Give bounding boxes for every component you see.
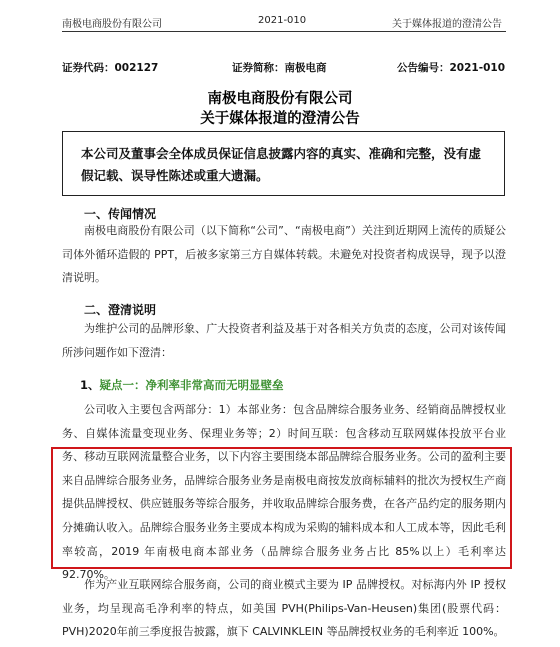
stock-code: 证券代码：002127 [62, 62, 159, 74]
section2-intro: 为维护公司的品牌形象、广大投资者利益及基于对各相关方负责的态度，公司对该传闻所涉问题作如下澄清： [62, 322, 506, 359]
header-company: 南极电商股份有限公司 [62, 19, 162, 30]
document-title-line1: 南极电商股份有限公司 [207, 91, 353, 107]
stock-abbreviation: 证券简称：南极电商 [232, 62, 327, 74]
section1-heading: 一、传闻情况 [84, 207, 157, 221]
header-divider [62, 31, 506, 32]
document-title-line2: 关于媒体报道的澄清公告 [200, 111, 360, 127]
header-number: 2021-010 [258, 15, 307, 26]
section2-para2: 作为产业互联网综合服务商，公司的商业模式主要为 IP 品牌授权。对标海内外 IP 授权业务，均呈现高毛净利率的特点，如美国 PVH(Philips-Van-Heusen)集团(股票代码：PVH)2020年前三季度报告披露，旗下 CALVINKLEIN 等品牌授权业务的毛利率近 100%。 [62, 578, 506, 639]
header-doc-title: 关于媒体报道的澄清公告 [392, 19, 502, 30]
subsection-1-heading [80, 377, 284, 393]
section2-para1: 公司收入主要包含两部分：1）本部业务：包含品牌综合服务业务、经销商品牌授权业务、自媒体流量变现业务、保理业务等；2）时间互联：包含移动互联网媒体投放平台业务、移动互联网流量整合业务，以下内容主要围绕本部品牌综合服务业务。公司的盈利主要来自品牌综合服务业务，品牌综合服务业务是南极电商按发放商标辅料的批次为授权生产商提供品牌授权、供应链服务等综合服务，并收取品牌综合服务费，在各产品约定的服务期内分摊确认收入。品牌综合服务业务主要成本构成为采购的辅料成本和人工成本等，因此毛利率较高，2019 年南极电商本部业务（品牌综合服务业务占比 85%以上）毛利率达 92.70%。 [62, 403, 506, 582]
subsection-1-title: 疑点一：净利率非常高而无明显壁垒 [99, 378, 284, 392]
subsection-1-number: 1、 [80, 378, 100, 392]
highlight-box [51, 447, 512, 569]
notice-box [62, 131, 505, 196]
section1-text: 南极电商股份有限公司（以下简称“公司”、“南极电商”）关注到近期网上流传的质疑公司体外循环造假的 PPT，后被多家第三方自媒体转载。未避免对投资者构成误导，现予以澄清说明。 [62, 224, 506, 285]
announcement-number: 公告编号：2021-010 [397, 62, 505, 74]
notice-text: 本公司及董事会全体成员保证信息披露内容的真实、准确和完整，没有虚假记载、误导性陈述或重大遗漏。 [81, 146, 482, 183]
section2-heading: 二、澄清说明 [84, 303, 157, 317]
